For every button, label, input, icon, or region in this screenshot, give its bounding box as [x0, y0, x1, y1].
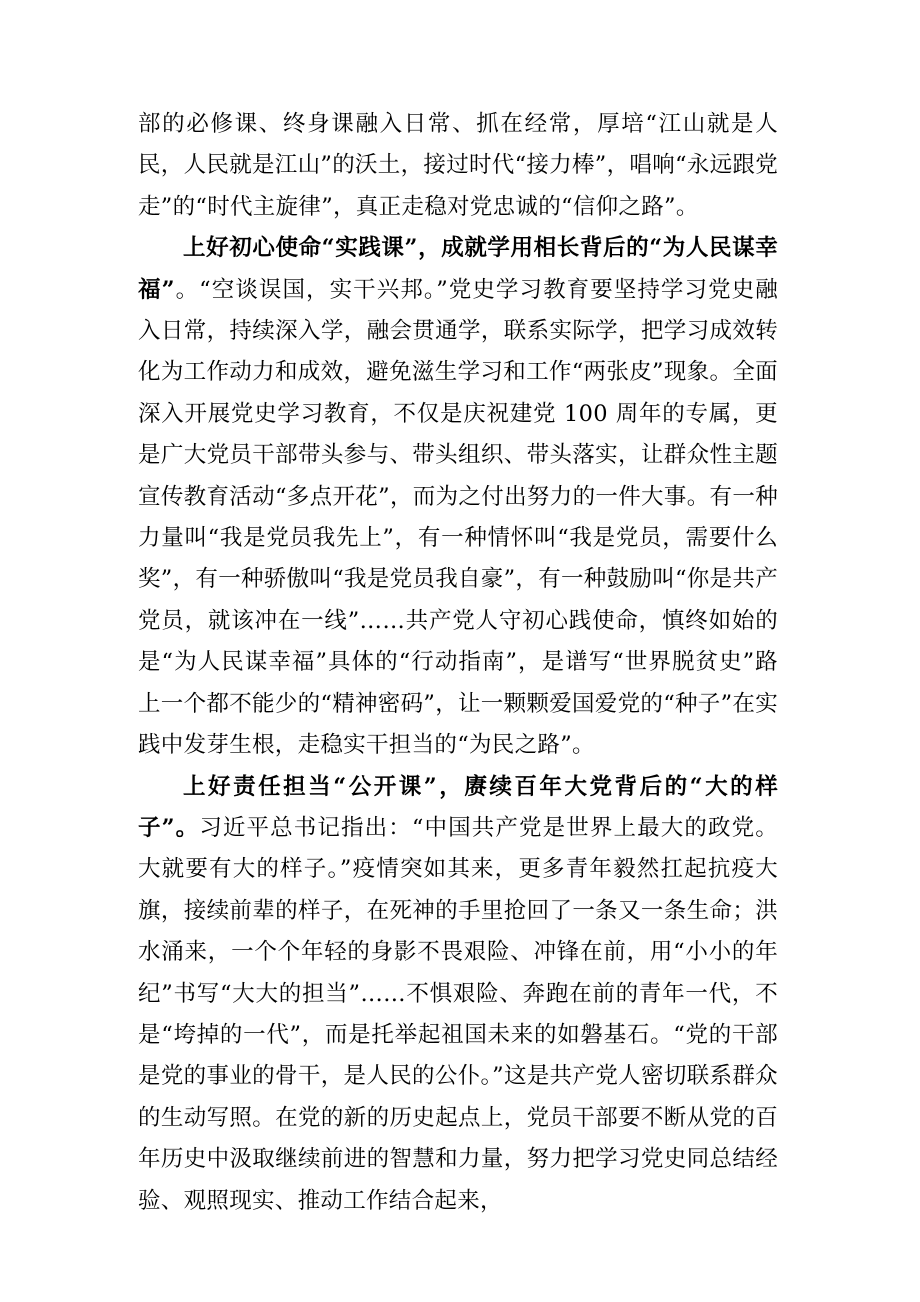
paragraph-3-heading: 上好责任担当“公开课”，赓续百年大党背后的“大的样子”。: [138, 773, 778, 841]
paragraph-2: [138, 228, 778, 766]
paragraph-3: [138, 767, 778, 1222]
document-body: [138, 104, 778, 1222]
paragraph-2-body: 。“空谈误国，实干兴邦。”党史学习教育要坚持学习党史融入日常，持续深入学，融会贯通学，联系实际学，把学习成效转化为工作动力和成效，避免滋生学习和工作“两张皮”现象。全面深入开展党史学习教育，不仅是庆祝建党 100 周年的专属，更是广大党员干部带头参与、带头组织、带头落实，让群众性主题宣传教育活动“多点开花”，而为之付出努力的一件大事。有一种力量叫“我是党员我先上”，有一种情怀叫“我是党员，需要什么奖”，有一种骄傲叫“我是党员我自豪”，有一种鼓励叫“你是共产党员，就该冲在一线”……共产党人守初心践使命，慎终如始的是“为人民谋幸福”具体的“行动指南”，是谱写“世界脱贫史”路上一个都不能少的“精神密码”，让一颗颗爱国爱党的“种子”在实践中发芽生根，走稳实干担当的“为民之路”。: [138, 276, 779, 759]
paragraph-2-heading: 上好初心使命“实践课”，成就学用相长背后的“为人民谋幸福”: [138, 235, 778, 303]
paragraph-3-body: 习近平总书记指出：“中国共产党是世界上最大的政党。大就要有大的样子。”疫情突如其来，更多青年毅然扛起抗疫大旗，接续前辈的样子，在死神的手里抢回了一条又一条生命；洪水涌来，一个个年轻的身影不畏艰险、冲锋在前，用“小小的年纪”书写“大大的担当”……不惧艰险、奔跑在前的青年一代，不是“垮掉的一代”，而是托举起祖国未来的如磐基石。“党的干部是党的事业的骨干，是人民的公仆。”这是共产党人密切联系群众的生动写照。在党的新的历史起点上，党员干部要不断从党的百年历史中汲取继续前进的智慧和力量，努力把学习党史同总结经验、观照现实、推动工作结合起来，: [138, 814, 778, 1214]
paragraph-1: [138, 104, 778, 228]
paragraph-1-body: 部的必修课、终身课融入日常、抓在经常，厚培“江山就是人民，人民就是江山”的沃土，接过时代“接力棒”，唱响“永远跟党走”的“时代主旋律”，真正走稳对党忠诚的“信仰之路”。: [138, 111, 779, 220]
